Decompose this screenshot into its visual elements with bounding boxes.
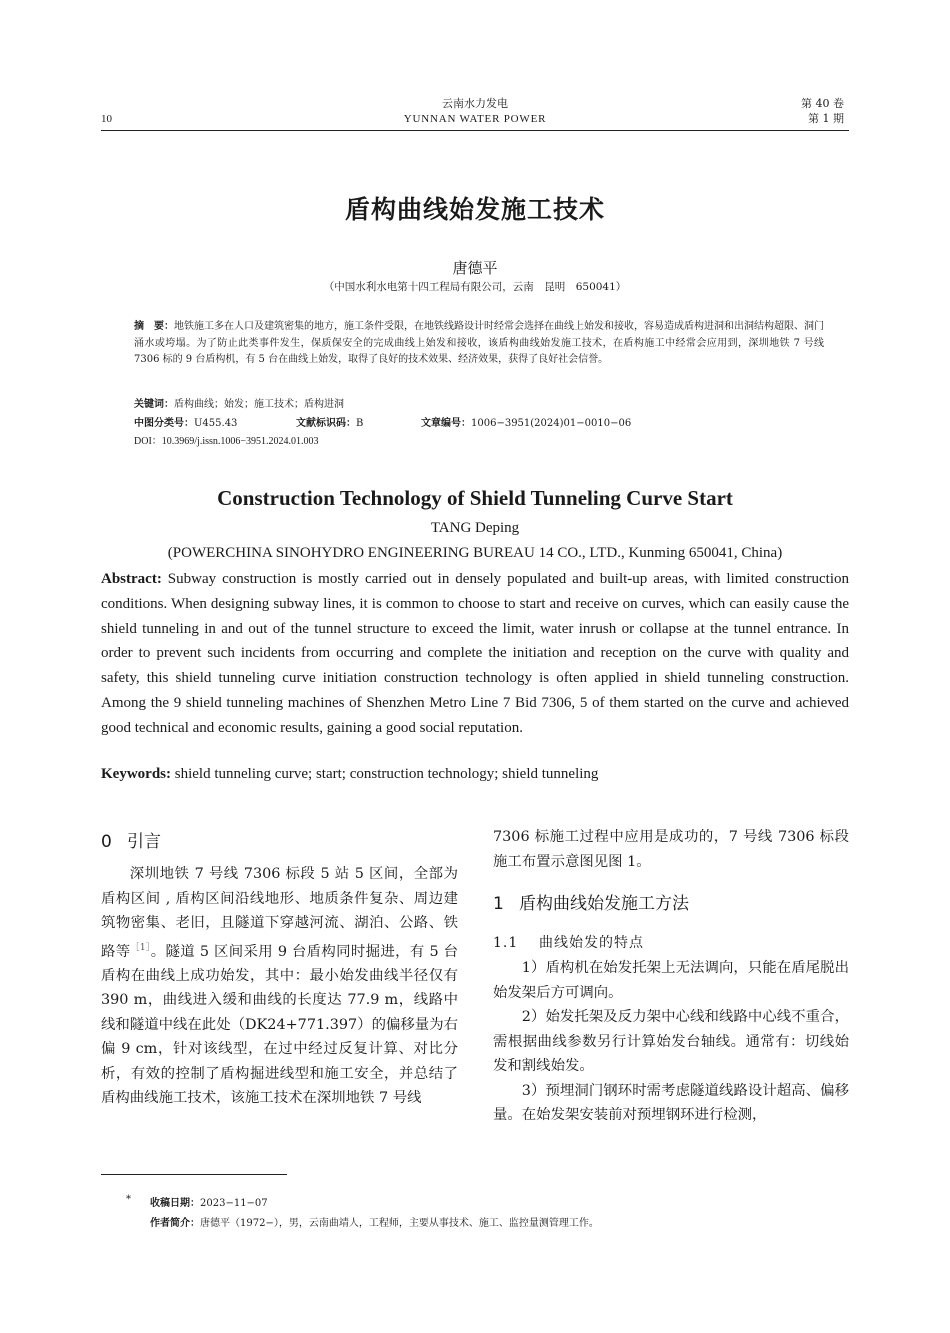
subsection-1-1-body — [493, 956, 849, 1128]
keywords-text-cn: 盾构曲线；始发；施工技术；盾构进洞 — [174, 399, 344, 410]
keywords-text-en: shield tunneling curve; start; construction technology; shield tunneling — [174, 766, 599, 782]
intro-continuation: 7306 标施工过程中应用是成功的，7 号线 7306 标段施工布置示意图见图 1。 — [493, 829, 849, 870]
intro-text-b: 。隧道 5 区间采用 9 台盾构同时掘进，有 5 台盾构在曲线上成功始发，其中：最小始发曲线半径仅有 390 m，曲线进入缓和曲线的长度达 77.9 m，线路中线和隧道中线在此处（DK24+771.397）的偏移量为右偏 9 cm，针对该线型，在过中经过反复计算、对比分析，有效的控制了盾构掘进线型和施工安全，并总结了盾构曲线施工技术，该施工技术在深圳地铁 7 号线 — [101, 943, 458, 1107]
citation-ref: ［1］ — [130, 942, 151, 953]
subsection-1-1-title: 曲线始发的特点 — [539, 935, 644, 951]
author-en: TANG Deping — [430, 520, 520, 536]
affiliation-cn: （中国水利水电第十四工程局有限公司，云南 昆明 650041） — [323, 281, 627, 293]
received-label: 收稿日期： — [150, 1198, 200, 1209]
received-date — [150, 1194, 268, 1209]
list-item: 3）预埋洞门钢环时需考虑隧道线路设计超高、偏移量。在始发架安装前对预埋钢环进行检测， — [493, 1082, 849, 1123]
list-item: 1）盾构机在始发托架上无法调向，只能在盾尾脱出始发架后方可调向。 — [493, 960, 849, 1001]
footnote-star: * — [126, 1194, 131, 1205]
section-0-title: 引言 — [127, 832, 161, 852]
clc-label: 中图分类号： — [134, 418, 194, 429]
intro-text-a: 深圳地铁 7 号线 7306 标段 5 站 5 区间，全部为盾构区间 , 盾构区间沿线地形、地质条件复杂、周边建筑物密集、老旧，且隧道下穿越河流、湖泊、公路、铁路等 — [101, 866, 458, 960]
section-1-number: 1 — [493, 894, 504, 914]
doc-code-label: 文献标识码： — [296, 418, 356, 429]
volume: 第 40 卷 — [801, 97, 844, 110]
abstract-label-cn: 摘 要： — [134, 321, 174, 332]
keywords-cn — [134, 395, 344, 410]
affiliation-en: (POWERCHINA SINOHYDRO ENGINEERING BUREAU 14 CO., LTD., Kunming 650041, China) — [167, 545, 783, 561]
page-number: 10 — [101, 113, 112, 125]
issue: 第 1 期 — [808, 112, 844, 125]
header-rule — [101, 130, 849, 131]
document-code — [296, 414, 363, 429]
author-bio — [150, 1214, 599, 1229]
footnote-rule — [101, 1174, 287, 1175]
list-item: 2）始发托架及反力架中心线和线路中心线不重合，需根据曲线参数另行计算始发台轴线。通常有：切线始发和割线始发。 — [493, 1009, 849, 1074]
subsection-1-1-heading — [493, 932, 644, 952]
section-0-continuation — [493, 825, 849, 874]
keywords-en — [101, 766, 598, 783]
article-no-value: 1006−3951(2024)01−0010−06 — [471, 418, 632, 429]
doc-code-value: B — [356, 418, 364, 429]
keywords-label-en: Keywords: — [101, 766, 171, 782]
keywords-label-cn: 关键词： — [134, 399, 174, 410]
abstract-text-en: Subway construction is mostly carried out in densely populated and built-up areas, with limited construction conditions. When designing subway lines, it is common to choose to start and receive on curves, which can easily cause the shield tunneling in and out of the tunnel structure to exceed the limit, water inrush or collapse at the tunnel entrance. In order to prevent such incidents from occurring and complete the initiation and reception on the curve with quality and safety, this shield tunneling curve initiation construction technology is often applied in shield tunneling construction. Among the 9 shield tunneling machines of Shenzhen Metro Line 7 Bid 7306, 5 of them started on the curve and achieved good technical and economic results, gaining a good social reputation. — [101, 571, 850, 736]
section-0-heading — [101, 827, 161, 852]
clc-number — [134, 414, 237, 429]
abstract-en — [101, 567, 849, 741]
journal-name-cn: 云南水力发电 — [442, 97, 508, 110]
article-no-label: 文章编号： — [421, 418, 471, 429]
clc-value: U455.43 — [194, 418, 238, 429]
section-1-heading — [493, 889, 689, 914]
bio-value: 唐德平（1972−），男，云南曲靖人，工程师，主要从事技术、施工、监控量测管理工作。 — [200, 1218, 599, 1229]
section-1-title: 盾构曲线始发施工方法 — [519, 894, 689, 914]
abstract-label-en: Abstract: — [101, 571, 162, 587]
journal-name-en: YUNNAN WATER POWER — [403, 113, 547, 125]
paper-title-cn: 盾构曲线始发施工技术 — [344, 195, 605, 224]
article-number — [421, 414, 631, 429]
section-0-paragraph — [101, 862, 458, 1111]
doi: DOI：10.3969/j.issn.1006−3951.2024.01.003 — [134, 436, 319, 447]
received-value: 2023−11−07 — [200, 1198, 268, 1209]
author-cn: 唐德平 — [452, 259, 498, 277]
paper-title-en: Construction Technology of Shield Tunneling Curve Start — [217, 486, 733, 510]
section-0-number: 0 — [101, 832, 112, 852]
abstract-cn — [134, 319, 824, 369]
bio-label: 作者简介： — [150, 1218, 200, 1229]
abstract-text-cn: 地铁施工多在人口及建筑密集的地方，施工条件受限，在地铁线路设计时经常会选择在曲线上始发和接收，容易造成盾构进洞和出洞结构超限、洞门涌水或垮塌。为了防止此类事件发生，保质保安全的完成曲线上始发和接收，该盾构曲线始发施工技术，在盾构施工中经常会应用到，深圳地铁 7 号线 7306 标的 9 台盾构机，有 5 台在曲线上始发，取得了良好的技术效果、经济效果，获得了良好社会信誉。 — [134, 321, 824, 365]
subsection-1-1-number: 1.1 — [493, 935, 519, 951]
